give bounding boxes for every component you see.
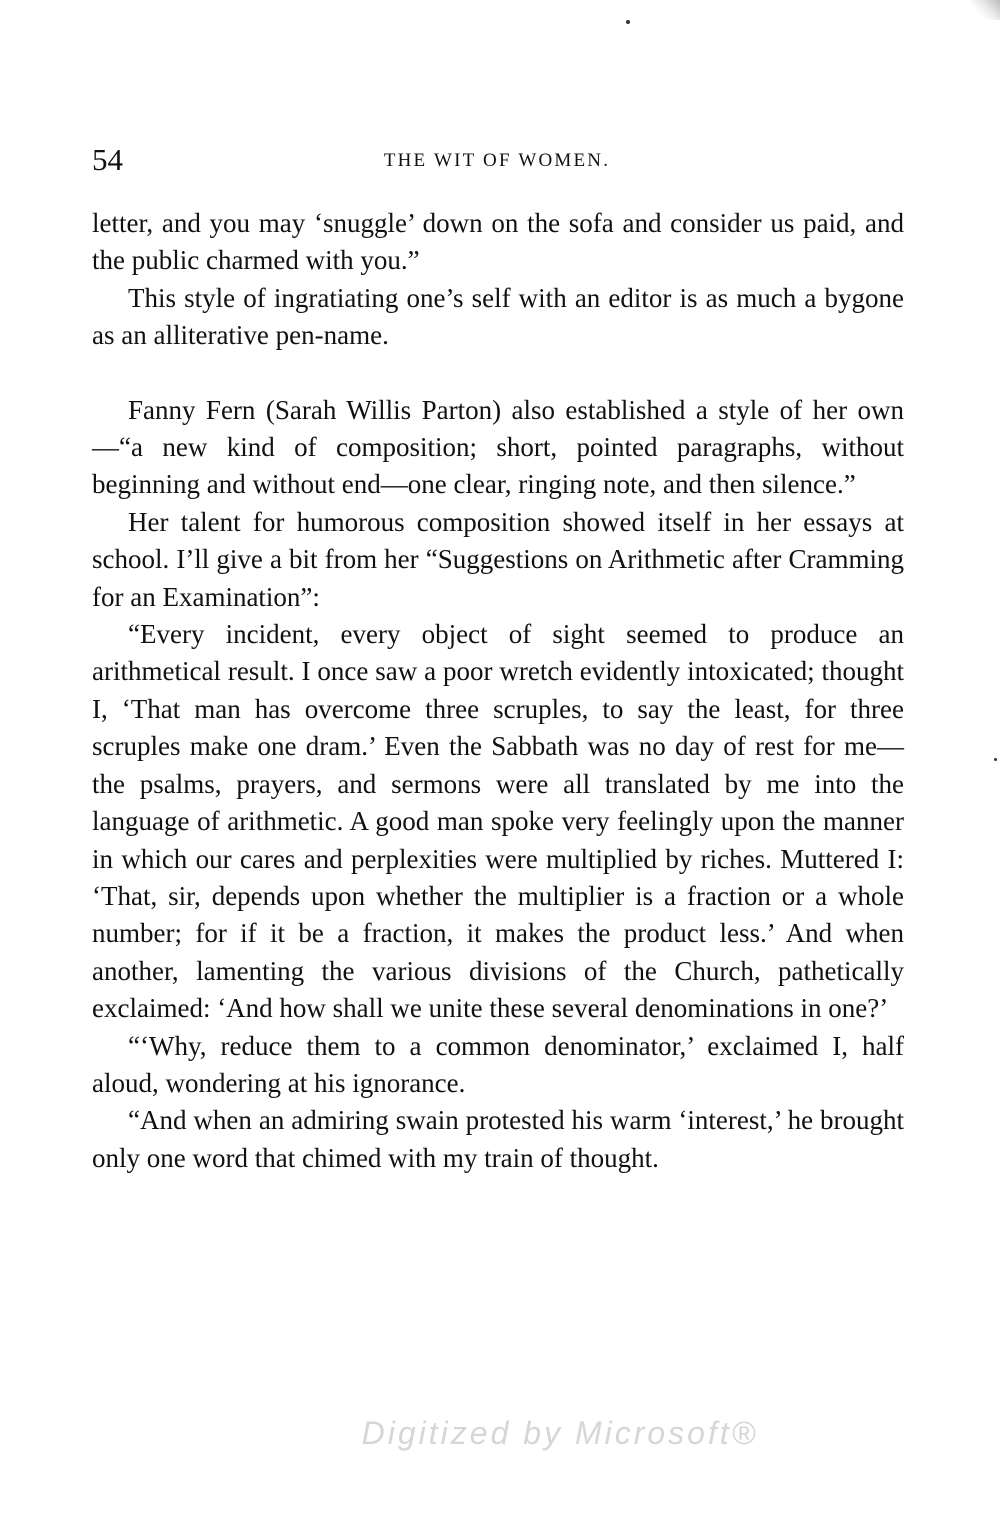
digitization-watermark: Digitized by Microsoft® [361, 1415, 759, 1451]
scan-speck [994, 758, 997, 761]
body-text [92, 205, 904, 1177]
paragraph: Her talent for humorous composition showed itself in her essays at school. I’ll give a bit from her “Suggestions on Arithmetic after Cramming for an Examination”: [92, 506, 904, 612]
paragraph: “‘Why, reduce them to a common denominator,’ exclaimed I, half aloud, wondering at his ignorance. [92, 1030, 904, 1098]
page-header [92, 142, 902, 182]
paragraph: This style of ingratiating one’s self with an editor is as much a bygone as an alliterative pen-name. [92, 282, 904, 351]
running-title: THE WIT OF WOMEN. [383, 150, 611, 171]
paragraph: “Every incident, every object of sight seemed to produce an arithmetical result. I once saw a poor wretch evidently intoxicated; thought I, ‘That man has overcome three scruples, to say the least, for three scruples make one dram.’ Even the Sabbath was no day of rest for me—the psalms, prayers, and sermons were all translated by me into the language of arithmetic. A good man spoke very feelingly upon the manner in which our cares and perplexities were multiplied by riches. Muttered I: ‘That, sir, depends upon whether the multiplier is a fraction or a whole number; for if it be a fraction, it makes the product less.’ And when another, lamenting the various divisions of the Church, pathetically exclaimed: ‘And how shall we unite these several denominations in one?’ [92, 619, 904, 1024]
scan-speck [626, 20, 630, 24]
paragraph: Fanny Fern (Sarah Willis Parton) also established a style of her own—“a new kind of composition; short, pointed paragraphs, without beginning and without end—one clear, ringing note, and then silence.” [92, 394, 904, 500]
scan-corner-artifact [970, 0, 1000, 20]
page-number: 54 [92, 142, 123, 177]
paragraph: “And when an admiring swain protested his warm ‘interest,’ he brought only one word that chimed with my train of thought. [92, 1105, 904, 1173]
paragraph: letter, and you may ‘snuggle’ down on the sofa and consider us paid, and the public charmed with you.” [92, 208, 904, 276]
